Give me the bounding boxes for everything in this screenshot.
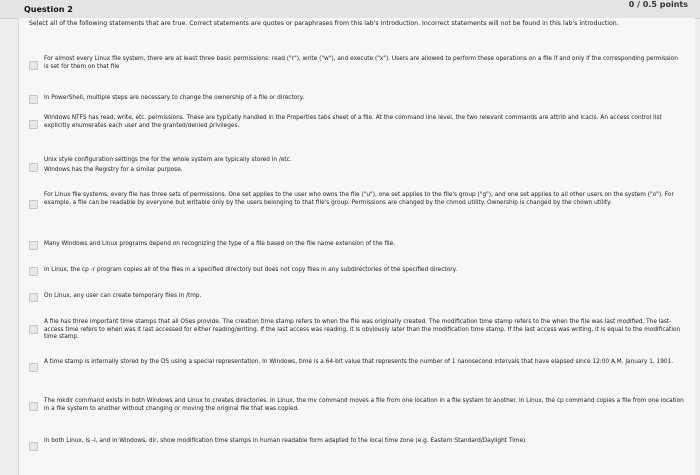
option-checkbox[interactable]: [29, 293, 38, 302]
option-text: In PowerShell, multiple steps are necessary to change the ownership of a file or directory.: [44, 95, 305, 101]
option-text: Many Windows and Linux programs depend on recognizing the type of a file based on the file name extension of the file.: [44, 241, 396, 247]
option-checkbox[interactable]: [29, 241, 38, 250]
option-text: For almost every Linux file system, there are at least three basic permissions: read ("r"), write ("w"), and execute ("x"). Users are allowed to perform these operations on a file if and only if the corresponding permission is set for them on that file: [44, 56, 678, 70]
option-text: The mkdir command exists in both Windows and Linux to creates directories. In Linux, the mv command moves a file from one location in a file system to another. In Linux, the cp command copies a file from one location in a file system to another without changing or moving the original file that was copied.: [44, 398, 684, 412]
question-header: [0, 0, 700, 19]
question-prompt: Select all of the following statements that are true. Correct statements are quotes or paraphrases from this lab's Introduction. Incorrect statements will not be found in this lab's introduction.: [29, 20, 619, 27]
option-text: In both Linux, ls -l, and in Windows, dir, show modification time stamps in human readable form adapted to the local time zone (e.g. Eastern Standard/Daylight Time).: [44, 438, 528, 444]
option-text: Windows NTFS has read, write, etc. permissions. These are typically handled in the Properties tabs sheet of a file. At the command line level, the two relevant commands are attrib and icacls. An access control list explicitly enumerates each user and the granted/denied privileges.: [44, 115, 662, 129]
option-text: In Linux, the cp -r program copies all of the files in a specified directory but does not copy files in any subdirectories of the specified directory.: [44, 267, 458, 273]
option-checkbox[interactable]: [29, 442, 38, 451]
option-checkbox[interactable]: [29, 95, 38, 104]
question-body: [18, 18, 695, 475]
question-title: Question 2: [24, 5, 73, 14]
option-text: On Linux, any user can create temporary files in /tmp.: [44, 293, 202, 299]
option-checkbox[interactable]: [29, 120, 38, 129]
option-checkbox[interactable]: [29, 402, 38, 411]
option-text: For Linux file systems, every file has three sets of permissions. One set applies to the user who owns the file ("u"), one set applies to the file's group ("g"), and one set applies to all other users on the system ("o"). For example, a file can be readable by everyone but writable only by the users belonging to that file's group. Permissions are changed by the chmod utility. Ownership is changed by the chown utility.: [44, 192, 674, 206]
option-checkbox[interactable]: [29, 325, 38, 334]
option-checkbox[interactable]: [29, 163, 38, 172]
option-text: A time stamp is internally stored by the OS using a special representation. In Windows, time is a 64-bit value that represents the number of 1 nanosecond intervals that have elapsed since 12:00 A.M. January 1, 1901.: [44, 359, 674, 365]
option-checkbox[interactable]: [29, 267, 38, 276]
option-text: Unix style configuration settings the for the whole system are typically stored in /etc. Windows has the Registry for a similar purpose.: [44, 157, 292, 173]
option-checkbox[interactable]: [29, 200, 38, 209]
points-badge: 0 / 0.5 points: [628, 0, 688, 9]
option-text: A file has three important time stamps that all OSes provide. The creation time stamp refers to when the file was originally created. The modification time stamp refers to the when the file was last modified. The last-access time refers to when was it last accessed for either reading/writing. If the last access was reading, it is obviously later than the modification time stamp. If the last access was writing, it is equal to the modification time stamp.: [44, 319, 681, 340]
option-checkbox[interactable]: [29, 363, 38, 372]
option-checkbox[interactable]: [29, 61, 38, 70]
